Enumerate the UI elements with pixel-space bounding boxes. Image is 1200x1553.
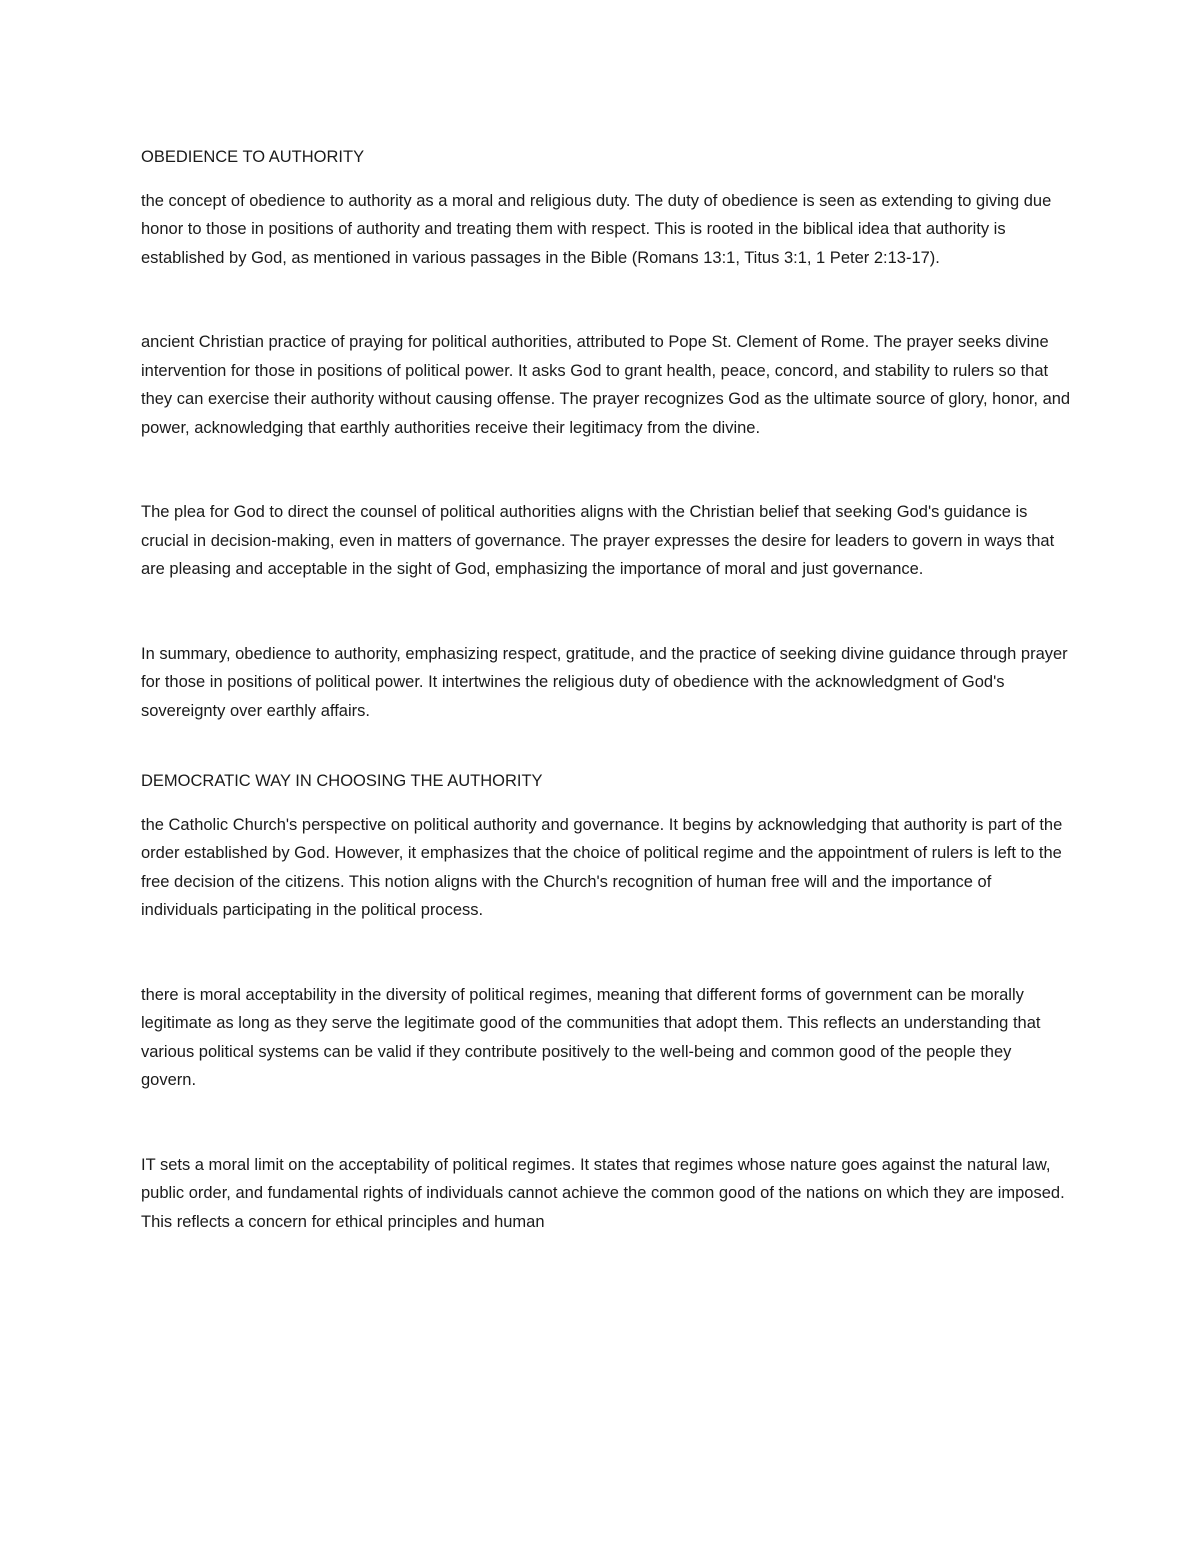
paragraph-spacer [141, 442, 1071, 498]
section-obedience [141, 143, 1071, 725]
paragraph: ancient Christian practice of praying for political authorities, attributed to Pope St. Clement of Rome. The prayer seeks divine intervention for those in positions of political power. It asks God to grant health, peace, concord, and stability to rulers so that they can exercise their authority without causing offense. The prayer recognizes God as the ultimate source of glory, honor, and power, acknowledging that earthly authorities receive their legitimacy from the divine. [141, 333, 1071, 437]
document-body [141, 143, 1071, 1236]
paragraph-spacer [141, 584, 1071, 640]
paragraph: The plea for God to direct the counsel of political authorities aligns with the Christian belief that seeking God's guidance is crucial in decision-making, even in matters of governance. The prayer expresses the desire for leaders to govern in ways that are pleasing and acceptable in the sight of God, emphasizing the importance of moral and just governance. [141, 503, 1055, 578]
paragraph: there is moral acceptability in the diversity of political regimes, meaning that different forms of government can be morally legitimate as long as they serve the legitimate good of the communities that adopt them. This reflects an understanding that various political systems can be valid if they contribute positively to the well-being and common good of the people they govern. [141, 985, 1041, 1089]
section-heading: DEMOCRATIC WAY IN CHOOSING THE AUTHORITY [141, 772, 543, 790]
paragraph: the concept of obedience to authority as a moral and religious duty. The duty of obedience is seen as extending to giving due honor to those in positions of authority and treating them with respect. This is rooted in the biblical idea that authority is established by God, as mentioned in various passages in the Bible (Romans 13:1, Titus 3:1, 1 Peter 2:13-17). [141, 191, 1052, 267]
paragraph-spacer [141, 1095, 1071, 1151]
section-spacer [141, 725, 1071, 767]
paragraph-spacer [141, 925, 1071, 981]
section-democratic-way [141, 767, 1071, 1236]
paragraph: the Catholic Church's perspective on political authority and governance. It begins by acknowledging that authority is part of the order established by God. However, it emphasizes that the choice of political regime and the appointment of rulers is left to the free decision of the citizens. This notion aligns with the Church's recognition of human free will and the importance of individuals participating in the political process. [141, 815, 1063, 919]
section-heading: OBEDIENCE TO AUTHORITY [141, 148, 365, 166]
paragraph: In summary, obedience to authority, emphasizing respect, gratitude, and the practice of seeking divine guidance through prayer for those in positions of political power. It intertwines the religious duty of obedience with the acknowledgment of God's sovereignty over earthly affairs. [141, 644, 1068, 720]
paragraph: IT sets a moral limit on the acceptability of political regimes. It states that regimes whose nature goes against the natural law, public order, and fundamental rights of individuals cannot achieve the common good of the nations on which they are imposed. This reflects a concern for ethical principles and human [141, 1155, 1065, 1231]
paragraph-spacer [141, 272, 1071, 328]
